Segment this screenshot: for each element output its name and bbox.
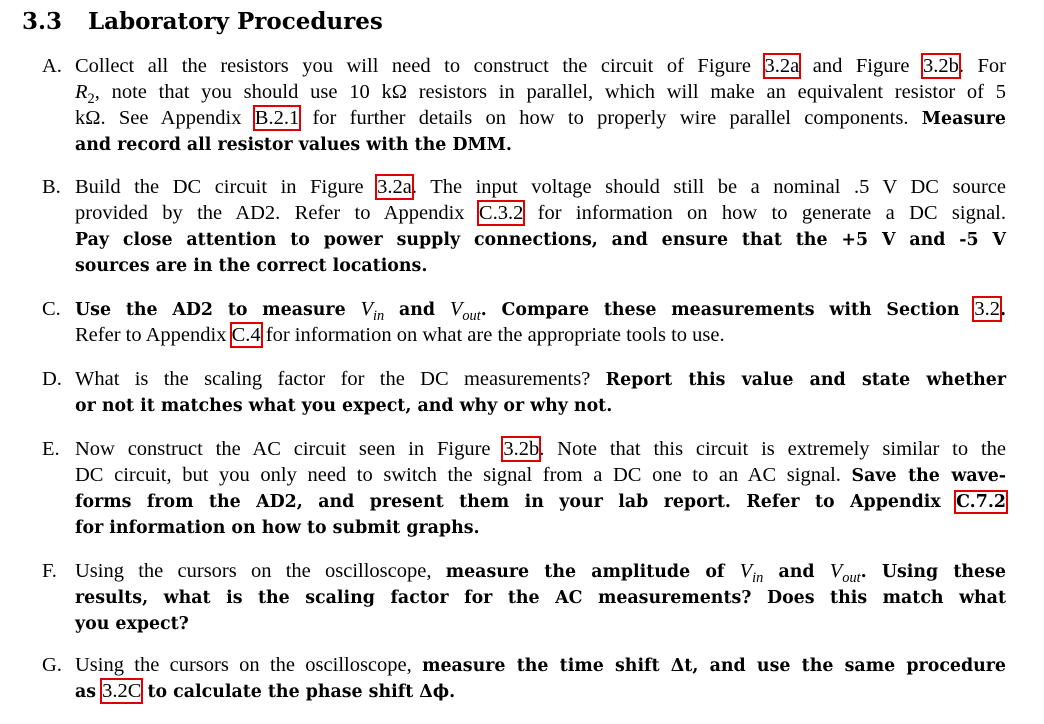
- item-f-line-1: Using the cursors on the oscilloscope, measure the amplitude of $V_{in}$ and $V_{out}$. Using these: [75, 560, 1006, 587]
- item-b-line-2: provided by the AD2. Refer to Appendix C.3.2 for information on how to generate a DC signal.: [75, 202, 1006, 224]
- item-a-line-4: and record all resistor values with the DMM.: [75, 135, 512, 155]
- item-marker: D.: [42, 368, 62, 390]
- item-marker: A.: [42, 55, 62, 77]
- item-a-line-1: Collect all the resistors you will need to construct the circuit of Figure 3.2a and Figure 3.2b. For: [75, 55, 1006, 77]
- appendix-link-b-2-1[interactable]: B.2.1: [254, 107, 300, 129]
- appendix-link-c-3-2[interactable]: C.3.2: [478, 202, 524, 224]
- item-marker: G.: [42, 654, 62, 676]
- figure-link-3-2a[interactable]: 3.2a: [764, 55, 800, 77]
- item-b-line-4: sources are in the correct locations.: [75, 256, 428, 276]
- item-e-line-3: forms from the AD2, and present them in your lab report. Refer to Appendix C.7.2: [75, 492, 1006, 512]
- section-heading: [22, 8, 383, 35]
- item-e-line-1: Now construct the AC circuit seen in Figure 3.2b. Note that this circuit is extremely similar to the: [75, 438, 1006, 460]
- item-g-line-2: as 3.2C to calculate the phase shift Δϕ.: [75, 680, 456, 702]
- item-b-line-1: Build the DC circuit in Figure 3.2a. The input voltage should still be a nominal .5 V DC source: [75, 176, 1006, 198]
- item-a-line-3: kΩ. See Appendix B.2.1 for further details on how to properly wire parallel components. Measure: [75, 107, 1006, 129]
- figure-link-3-2a[interactable]: 3.2a: [377, 176, 412, 198]
- appendix-link-c-7-2[interactable]: C.7.2: [956, 492, 1006, 512]
- item-d-line-2: or not it matches what you expect, and why or why not.: [75, 396, 613, 416]
- item-marker: E.: [42, 438, 60, 460]
- item-marker: B.: [42, 176, 61, 198]
- item-e-line-2: DC circuit, but you only need to switch the signal from a DC one to an AC signal. Save the wave-: [75, 464, 1006, 486]
- item-f-line-3: you expect?: [75, 614, 189, 634]
- item-f-line-2: results, what is the scaling factor for the AC measurements? Does this match what: [75, 588, 1006, 608]
- item-c-line-1: Use the AD2 to measure $V_{in}$ and $V_{out}$. Compare these measurements with Section 3.2.: [75, 298, 1006, 325]
- item-g-line-1: Using the cursors on the oscilloscope, measure the time shift Δt, and use the same procedure: [75, 654, 1007, 676]
- section-number: 3.3: [22, 8, 63, 35]
- appendix-link-c-4[interactable]: C.4: [231, 324, 261, 346]
- section-link-3-2[interactable]: 3.2: [974, 298, 1000, 320]
- item-b-line-3: Pay close attention to power supply connections, and ensure that the +5 V and -5 V: [75, 230, 1006, 250]
- item-a-line-2: $R_2$, note that you should use 10 kΩ resistors in parallel, which will make an equivalent resistor of 5: [75, 81, 1006, 108]
- figure-link-3-2b[interactable]: 3.2b: [503, 438, 540, 460]
- item-c-line-2: Refer to Appendix C.4 for information on what are the appropriate tools to use.: [75, 324, 725, 346]
- section-title: Laboratory Procedures: [88, 8, 383, 35]
- figure-link-3-2b[interactable]: 3.2b: [922, 55, 959, 77]
- item-d-line-1: What is the scaling factor for the DC measurements? Report this value and state whether: [75, 368, 1006, 390]
- item-marker: C.: [42, 298, 61, 320]
- item-e-line-4: for information on how to submit graphs.: [75, 518, 480, 538]
- item-marker: F.: [42, 560, 57, 582]
- section-link-3-2c[interactable]: 3.2C: [102, 680, 142, 702]
